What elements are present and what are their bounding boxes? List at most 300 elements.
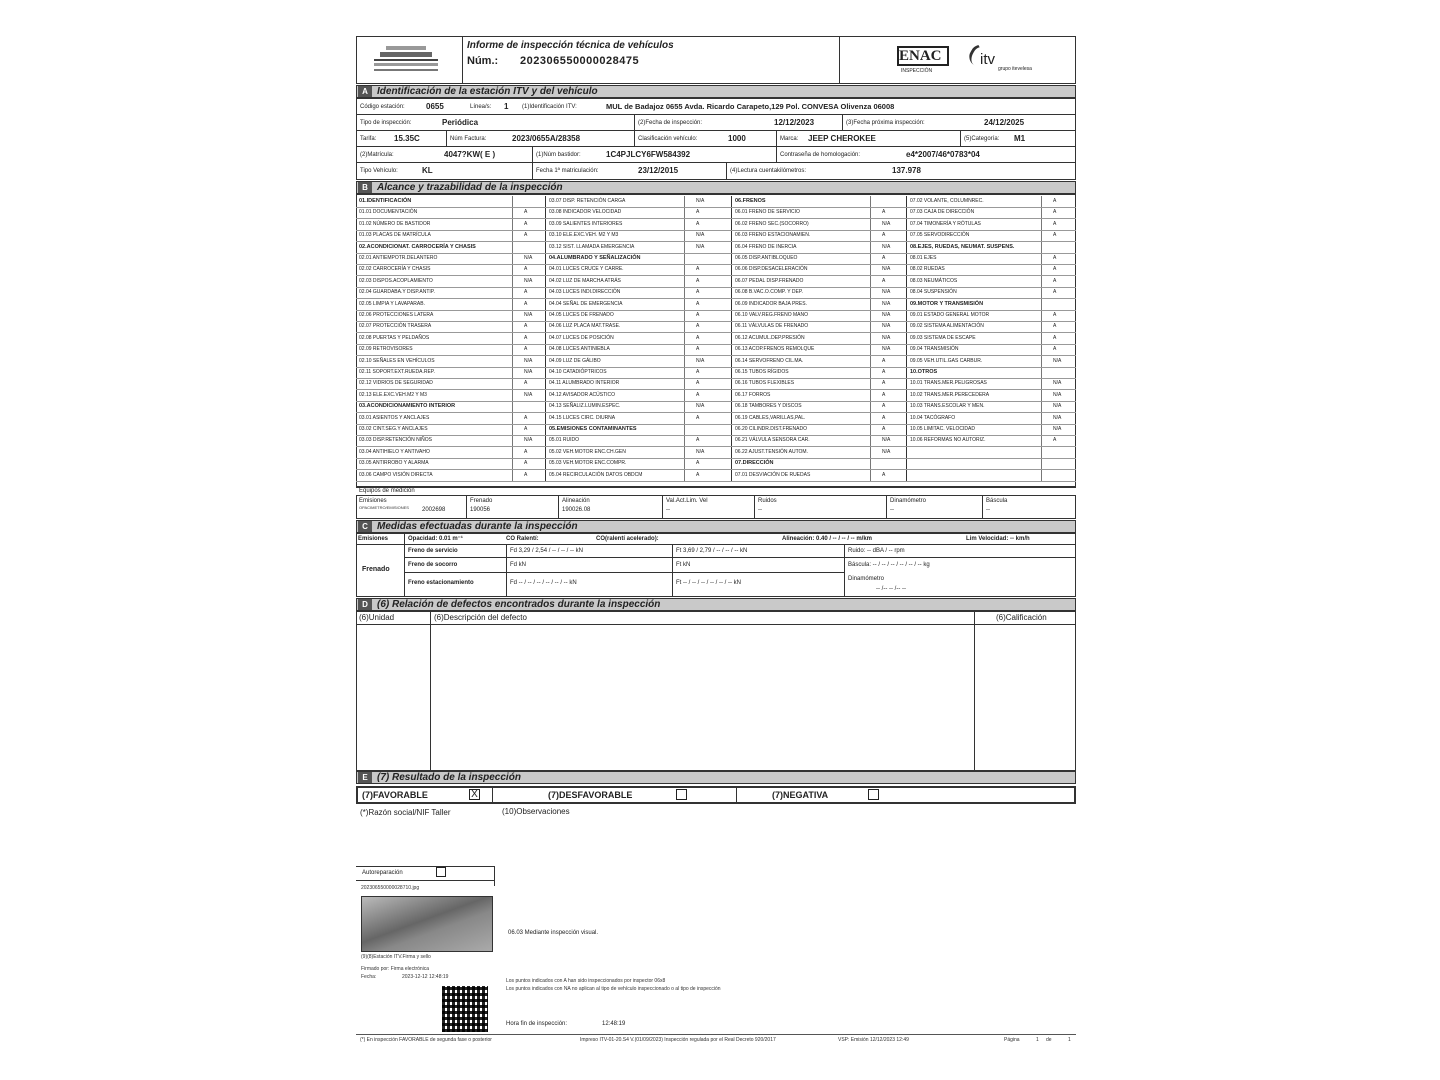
checklist-item-label: 06.18 TAMBORES Y DISCOS: [735, 403, 802, 410]
lim-velocidad-value: Lim Velocidad: -- km/h: [966, 536, 1030, 542]
checklist-row: [546, 276, 732, 288]
fecha-insp-label: (2)Fecha de inspección:: [638, 120, 703, 126]
checklist-row: [907, 242, 1076, 254]
codigo-value: 0655: [426, 102, 444, 111]
observacion-text: 06.03 Mediante inspección visual.: [508, 930, 599, 936]
checklist-item-result: N/A: [696, 357, 705, 364]
checklist-item-label: 05.04 RECIRCULACIÓN DATOS OBDCM: [549, 471, 643, 478]
checklist-row: [546, 310, 732, 322]
checklist-item-result: N/A: [1053, 426, 1062, 432]
checklist-item-label: 07.04 TIMONERÍA Y RÓTULAS: [910, 220, 981, 227]
observaciones-label: (10)Observaciones: [502, 807, 570, 816]
section-a-header: [356, 85, 1076, 98]
bastidor-label: (1)Núm bastidor:: [536, 152, 581, 158]
fecha-matric-value: 23/12/2015: [638, 166, 679, 175]
checklist-row: [732, 321, 907, 333]
freno-socorro-ft: Ft kN: [676, 562, 691, 568]
checklist-row: [356, 435, 546, 447]
checklist-row: [356, 207, 546, 219]
checklist-item-result: N/A: [524, 312, 533, 318]
checklist-row: [356, 401, 546, 413]
checklist-item-result: N/A: [524, 357, 533, 364]
checklist-item-label: 06.15 TUBOS RÍGIDOS: [735, 369, 789, 375]
checklist-item-result: N/A: [882, 323, 891, 330]
checklist-row: [732, 470, 907, 482]
checklist-item-result: A: [882, 357, 886, 364]
checklist-item-result: A: [1053, 334, 1057, 341]
section-c-title: Medidas efectuadas durante la inspección: [377, 521, 578, 532]
checklist-item-result: N/A: [882, 346, 891, 353]
checklist-item-label: 06.16 TUBOS FLEXIBLES: [735, 380, 795, 387]
checklist-item-result: N/A: [524, 255, 533, 261]
checklist-item-label: 10.02 TRANS.MER.PERECEDERA: [910, 391, 990, 398]
section-b-letter: B: [358, 182, 372, 193]
checklist-item-result: N/A: [882, 220, 891, 227]
fecha-insp-value: 12/12/2023: [774, 118, 815, 127]
section-c-letter: C: [358, 521, 372, 532]
checklist-row: [546, 458, 732, 470]
checklist-row: [546, 401, 732, 413]
checklist-row: [907, 253, 1076, 265]
checklist-row: [546, 207, 732, 219]
fecha-prox-label: (3)Fecha próxima inspección:: [846, 120, 925, 126]
equip-alineacion-label: Alineación: [562, 498, 590, 504]
checklist-item-label: 05.01 RUIDO: [549, 437, 580, 444]
checklist-row: [356, 196, 546, 208]
checklist-item-label: 02.ACONDICIONAT. CARROCERÍA Y CHASIS: [359, 243, 476, 250]
checklist-item-label: 10.06 REFORMAS NO AUTORIZ.: [910, 437, 986, 444]
checklist-row: [907, 230, 1076, 242]
checklist-item-result: A: [696, 437, 700, 444]
checklist-row: [907, 287, 1076, 299]
section-d-letter: D: [358, 599, 372, 610]
defects-col-descripcion: (6)Descripción del defecto: [434, 613, 527, 622]
checklist-row: [546, 253, 732, 265]
checklist-row: [907, 435, 1076, 447]
checklist-item-label: 04.02 LUZ DE MARCHA ATRÁS: [549, 277, 621, 284]
checklist-item-result: A: [1053, 346, 1057, 353]
factura-value: 2023/0655A/28358: [512, 134, 581, 143]
checklist-item-result: N/A: [696, 198, 705, 204]
equip-val-label: Val.Act.Lim. Vel: [666, 498, 708, 504]
checklist-row: [732, 390, 907, 402]
footer-page-total: 1: [1068, 1037, 1071, 1043]
fecha-matric-label: Fecha 1ª matriculación:: [536, 168, 599, 174]
checklist-item-label: 07.01 DESVIACIÓN DE RUEDAS: [735, 471, 811, 478]
checklist-item-result: A: [696, 391, 700, 398]
checklist-column-2: [546, 196, 732, 481]
checklist-item-label: 10.05 LIMITAC. VELOCIDAD: [910, 426, 975, 432]
checklist-row: [907, 390, 1076, 402]
checklist-item-result: N/A: [882, 437, 891, 444]
firmado-text: Firmado por: Firma electrónica: [361, 966, 430, 972]
checklist-item-result: A: [882, 209, 886, 216]
equip-emisiones-sub: OPACIMETRO/EMISIONES: [359, 505, 409, 510]
checklist-row: [546, 413, 732, 425]
checklist-row: [356, 321, 546, 333]
result-negativa-label: (7)NEGATIVA: [772, 790, 829, 800]
checklist-row: [356, 299, 546, 311]
tipo-insp-value: Periódica: [442, 118, 479, 127]
freno-estac-fd: Fd -- / -- / -- / -- / -- / -- kN: [510, 580, 577, 586]
checklist-item-label: 04.12 AVISADOR ACÚSTICO: [549, 391, 616, 398]
inspection-report-page: [356, 36, 1076, 1042]
checklist-item-result: A: [524, 460, 528, 467]
checklist-item-result: N/A: [882, 300, 891, 307]
note-inspeccionados: Los puntos indicados con A han sido inspeccionados por inspector 06x8: [506, 978, 666, 984]
checklist-row: [356, 424, 546, 436]
checklist-item-result: A: [524, 232, 528, 239]
checklist-row: [907, 207, 1076, 219]
checklist-item-label: 02.10 SEÑALES EN VEHÍCULOS: [359, 357, 435, 364]
checklist-item-label: 02.11 SOPORT.EXT.RUEDA.REP.: [359, 369, 435, 375]
checklist-item-label: 07.05 SERVODIRECCIÓN: [910, 232, 970, 239]
checklist-item-result: N/A: [882, 266, 891, 273]
checklist-item-label: 08.04 SUSPENSIÓN: [910, 289, 957, 296]
checklist-item-label: 03.10 ELE.EXC.VEH. M2 Y M3: [549, 232, 619, 239]
checklist-item-label: 01.03 PLACAS DE MATRÍCULA: [359, 232, 431, 239]
checklist-row: [732, 458, 907, 470]
cuenta-value: 137.978: [892, 166, 921, 175]
checklist-row: [907, 470, 1076, 482]
checklist-item-label: 01.02 NÚMERO DE BASTIDOR: [359, 220, 431, 227]
checklist-item-label: 09.05 VEH.UTIL.GAS CARBUR.: [910, 357, 983, 364]
enac-logo-subtext: INSPECCIÓN: [901, 68, 933, 74]
defects-table: [356, 611, 1076, 771]
checklist-row: [732, 264, 907, 276]
checklist-row: [907, 447, 1076, 459]
checklist-row: [356, 447, 546, 459]
checklist-item-label: 06.01 FRENO DE SERVICIO: [735, 209, 800, 216]
checklist-row: [732, 230, 907, 242]
checklist-row: [356, 253, 546, 265]
checklist-item-label: 04.13 SEÑALIZ.LUMIN.ESPEC.: [549, 403, 621, 410]
checklist-row: [732, 356, 907, 368]
checklist-row: [356, 264, 546, 276]
checklist-item-label: 03.09 SALIENTES INTERIORES: [549, 220, 623, 227]
footer-emission: VSP: Emisión 12/12/2023 12:49: [838, 1037, 909, 1043]
checklist-row: [907, 219, 1076, 231]
section-a-letter: A: [358, 86, 372, 97]
dinamometro-label: Dinamómetro: [848, 576, 885, 582]
checklist-row: [546, 356, 732, 368]
checklist-item-result: A: [524, 426, 528, 432]
checklist-row: [907, 424, 1076, 436]
equip-dinamometro-value: --: [890, 507, 894, 513]
checklist-item-result: N/A: [524, 369, 533, 375]
checklist-item-result: A: [524, 289, 528, 296]
tarifa-value: 15.35C: [394, 134, 420, 143]
checklist-item-label: 06.FRENOS: [735, 198, 766, 204]
autoreparacion-checkbox: [436, 867, 446, 877]
note-no-aplican: Los puntos indicados con NA no aplican al tipo de vehículo inspeccionado o al tipo de inspección: [506, 986, 721, 992]
checklist-item-label: 02.01 ANTIEMPOTR.DELANTERO: [359, 255, 438, 261]
checklist-item-result: N/A: [882, 334, 891, 341]
result-negativa-checkbox: [868, 789, 879, 800]
photo-filename: 202306550000028710.jpg: [361, 885, 420, 891]
checklist-item-result: A: [696, 369, 700, 375]
checklist-row: [907, 378, 1076, 390]
checklist-item-label: 02.02 CARROCERÍA Y CHASIS: [359, 266, 431, 273]
checklist-item-label: 06.05 DISP.ANTIBLOQUEO: [735, 255, 798, 261]
equip-frenado-label: Frenado: [470, 498, 493, 504]
checklist-item-result: A: [524, 380, 528, 387]
checklist-item-label: 06.06 DISP.DESACELERACIÓN: [735, 266, 808, 273]
checklist-item-label: 02.08 PUERTAS Y PELDAÑOS: [359, 334, 430, 341]
checklist-item-label: 06.12 ACUMUL.DEP.PRESIÓN: [735, 334, 805, 341]
checklist-item-result: A: [524, 334, 528, 341]
checklist-item-result: A: [696, 209, 700, 216]
equip-ruidos-label: Ruidos: [758, 498, 777, 504]
checklist-item-result: A: [1053, 266, 1057, 273]
checklist-row: [732, 276, 907, 288]
checklist-item-result: A: [1053, 277, 1057, 284]
result-desfavorable-checkbox: [676, 789, 687, 800]
checklist-item-result: A: [524, 300, 528, 307]
freno-servicio-ft: Ft 3,69 / 2,79 / -- / -- / -- kN: [676, 548, 748, 554]
checklist-item-label: 08.01 EJES: [910, 255, 937, 261]
section-d-title: (6) Relación de defectos encontrados durante la inspección: [377, 599, 661, 610]
checklist-row: [356, 378, 546, 390]
co-acelerado-value: CO(ralentí acelerado):: [596, 536, 659, 542]
dinamometro-value: -- /-- -- /-- --: [876, 586, 906, 592]
checklist-item-result: A: [1053, 255, 1057, 261]
itv-logo: [966, 42, 1036, 78]
checklist-item-result: A: [1053, 220, 1057, 227]
checklist-item-result: N/A: [696, 243, 705, 250]
clasif-label: Clasificación vehículo:: [638, 136, 698, 142]
checklist-item-label: 01.01 DOCUMENTACIÓN: [359, 209, 418, 216]
defects-col-calificacion: (6)Calificación: [996, 613, 1047, 622]
checklist-item-label: 04.10 CATADIÓPTRICOS: [549, 369, 607, 375]
checklist-item-label: 06.21 VÁLVULA SENSORA CAR.: [735, 437, 810, 444]
checklist-item-result: N/A: [524, 277, 533, 284]
checklist-row: [546, 435, 732, 447]
checklist-item-result: A: [1053, 209, 1057, 216]
checklist-row: [732, 242, 907, 254]
checklist-row: [356, 458, 546, 470]
bascula-value: Báscula: -- / -- / -- / -- / -- / -- kg: [848, 562, 930, 568]
checklist-item-result: A: [882, 380, 886, 387]
checklist-item-result: N/A: [696, 448, 705, 455]
checklist-row: [907, 356, 1076, 368]
freno-estac-ft: Ft -- / -- / -- / -- / -- / -- kN: [676, 580, 741, 586]
checklist-row: [356, 219, 546, 231]
checklist-row: [907, 321, 1076, 333]
checklist-row: [732, 424, 907, 436]
checklist-row: [546, 242, 732, 254]
checklist-item-result: A: [882, 403, 886, 410]
checklist-item-result: A: [524, 323, 528, 330]
checklist-item-result: A: [882, 232, 886, 239]
fecha-firma-label: Fecha:: [361, 974, 377, 980]
codigo-label: Código estación:: [360, 104, 405, 110]
checklist-row: [732, 333, 907, 345]
qr-code: [442, 986, 488, 1032]
categoria-value: M1: [1014, 134, 1026, 143]
checklist-item-label: 05.03 VEH.MOTOR ENC.COMPR.: [549, 460, 627, 467]
checklist-item-label: 03.05 ANTIRROBO Y ALARMA: [359, 460, 429, 467]
equip-alineacion-value: 190026.08: [562, 507, 591, 513]
checklist-item-result: N/A: [1053, 391, 1062, 398]
ruido-value: Ruido: -- dBA / -- rpm: [848, 548, 905, 554]
checklist-item-label: 06.11 VÁLVULAS DE FRENADO: [735, 323, 809, 330]
checklist-item-result: A: [696, 220, 700, 227]
checklist-row: [546, 299, 732, 311]
checklist-row: [907, 413, 1076, 425]
checklist-row: [907, 344, 1076, 356]
section-a-title: Identificación de la estación ITV y del vehículo: [377, 86, 598, 97]
checklist-item-result: A: [1053, 289, 1057, 296]
checklist-row: [546, 264, 732, 276]
checklist-item-result: A: [696, 323, 700, 330]
checklist-row: [356, 470, 546, 482]
checklist-item-label: 09.MOTOR Y TRANSMISIÓN: [910, 300, 984, 307]
section-e-letter: E: [358, 772, 372, 783]
checklist-item-label: 04.11 ALUMBRADO INTERIOR: [549, 380, 620, 387]
checklist-item-result: A: [524, 414, 528, 421]
checklist-row: [732, 378, 907, 390]
checklist-row: [356, 356, 546, 368]
footer-page-label: Página: [1004, 1037, 1020, 1043]
checklist-row: [356, 276, 546, 288]
checklist-item-label: 06.17 FORROS: [735, 391, 771, 398]
checklist-row: [546, 196, 732, 208]
checklist-item-label: 04.15 LUCES CIRC. DIURNA: [549, 414, 616, 421]
checklist-row: [907, 196, 1076, 208]
equipos-label: Equipos de medición: [359, 488, 415, 494]
checklist-item-label: 03.08 INDICADOR VELOCIDAD: [549, 209, 622, 216]
checklist-row: [907, 458, 1076, 470]
freno-servicio-fd: Fd 3,29 / 2,54 / -- / -- / -- kN: [510, 548, 584, 554]
favorable-check-mark: X: [471, 789, 478, 800]
inspection-checklist-grid: [356, 196, 1076, 482]
checklist-item-label: 02.12 VIDRIOS DE SEGURIDAD: [359, 380, 433, 387]
tipo-veh-label: Tipo Vehículo:: [360, 168, 398, 174]
checklist-item-result: A: [696, 266, 700, 273]
checklist-item-label: 01.IDENTIFICACIÓN: [359, 198, 412, 204]
equip-bascula-value: --: [986, 507, 990, 513]
razon-social-label: (*)Razón social/NIF Taller: [360, 808, 451, 817]
section-d-header: [356, 598, 1076, 611]
ministry-logo: [366, 44, 446, 74]
equip-frenado-value: 190056: [470, 507, 491, 513]
checklist-row: [546, 344, 732, 356]
checklist-row: [356, 390, 546, 402]
checklist-item-label: 06.20 CILINDR.DIST.FRENADO: [735, 426, 807, 432]
checklist-item-result: N/A: [882, 448, 891, 455]
checklist-item-result: A: [1053, 232, 1057, 239]
equip-emisiones-label: Emisiones: [359, 498, 387, 504]
linea-label: Línea/s:: [470, 104, 492, 110]
tipo-veh-value: KL: [422, 166, 433, 175]
checklist-item-label: 02.07 PROTECCIÓN TRASERA: [359, 323, 432, 330]
checklist-item-result: A: [1053, 437, 1057, 444]
checklist-item-result: A: [696, 277, 700, 284]
checklist-item-result: A: [882, 426, 886, 432]
checklist-item-label: 03.01 ASIENTOS Y ANCLAJES: [359, 414, 430, 421]
checklist-item-result: A: [524, 346, 528, 353]
checklist-row: [546, 230, 732, 242]
checklist-row: [732, 253, 907, 265]
equip-ruidos-value: --: [758, 507, 762, 513]
checklist-item-result: N/A: [696, 232, 705, 239]
result-desfavorable-label: (7)DESFAVORABLE: [548, 790, 633, 800]
checklist-item-label: 08.03 NEUMÁTICOS: [910, 277, 958, 284]
checklist-row: [732, 299, 907, 311]
checklist-item-label: 07.DIRECCIÓN: [735, 460, 774, 467]
hora-fin-label: Hora fin de inspección:: [506, 1021, 568, 1027]
checklist-item-label: 03.07 DISP. RETENCIÓN CARGA: [549, 198, 626, 204]
checklist-item-label: 04.07 LUCES DE POSICIÓN: [549, 334, 614, 341]
contrasena-label: Contraseña de homologación:: [780, 152, 861, 158]
hora-fin-value: 12:48:19: [602, 1021, 626, 1027]
checklist-item-label: 02.06 PROTECCIONES LATERA: [359, 312, 434, 318]
checklist-row: [732, 447, 907, 459]
checklist-item-result: A: [882, 277, 886, 284]
fecha-firma-value: 2023-12-12 12:48:19: [402, 974, 449, 980]
checklist-item-label: 03.12 SIST. LLAMADA EMERGENCIA: [549, 243, 635, 250]
freno-socorro-fd: Fd kN: [510, 562, 527, 568]
checklist-row: [546, 470, 732, 482]
checklist-row: [907, 333, 1076, 345]
checklist-item-label: 09.03 SISTEMA DE ESCAPE: [910, 334, 976, 341]
checklist-item-label: 02.13 ELE.EXC.VEH.M2 Y M3: [359, 391, 427, 398]
result-favorable-label: (7)FAVORABLE: [362, 790, 428, 800]
report-title: Informe de inspección técnica de vehículos: [467, 40, 674, 51]
checklist-column-3: [732, 196, 907, 481]
cuenta-label: (4)Lectura cuentakilómetros:: [730, 168, 807, 174]
checklist-row: [356, 333, 546, 345]
checklist-item-label: 02.03 DISPOS.ACOPLAMIENTO: [359, 277, 433, 284]
checklist-row: [907, 401, 1076, 413]
checklist-row: [356, 287, 546, 299]
checklist-item-result: A: [1053, 323, 1057, 330]
checklist-item-label: 04.09 LUZ DE GÁLIBO: [549, 357, 601, 364]
checklist-column-1: [356, 196, 546, 481]
checklist-item-result: A: [1053, 312, 1057, 318]
checklist-row: [356, 230, 546, 242]
checklist-row: [732, 413, 907, 425]
checklist-item-label: 06.19 CABLES,VARILLAS,PAL.: [735, 414, 806, 421]
checklist-item-label: 04.01 LUCES CRUCE Y CARRE.: [549, 266, 624, 273]
checklist-item-result: N/A: [524, 437, 533, 444]
checklist-item-result: A: [696, 460, 700, 467]
result-favorable-checkbox: [469, 789, 480, 800]
checklist-item-result: A: [696, 312, 700, 318]
checklist-row: [546, 321, 732, 333]
checklist-item-result: A: [696, 289, 700, 296]
checklist-item-label: 02.09 RETROVISORES: [359, 346, 413, 353]
checklist-item-result: N/A: [1053, 380, 1062, 387]
checklist-item-label: 06.13 ACOP.FRENOS REMOLQUE: [735, 346, 815, 353]
itv-logo-text: itv: [980, 51, 995, 68]
checklist-item-result: N/A: [1053, 357, 1062, 364]
checklist-item-label: 06.03 FRENO ESTACIONAMIEN.: [735, 232, 811, 239]
checklist-item-label: 04.03 LUCES INDI.DIRECCIÓN: [549, 289, 621, 296]
checklist-row: [546, 390, 732, 402]
tarifa-label: Tarifa:: [360, 136, 377, 142]
checklist-item-result: A: [882, 414, 886, 421]
checklist-row: [732, 219, 907, 231]
report-number-label: Núm.:: [467, 55, 499, 67]
equip-dinamometro-label: Dinamómetro: [890, 498, 927, 504]
checklist-item-result: A: [696, 380, 700, 387]
checklist-item-label: 08.EJES, RUEDAS, NEUMAT. SUSPENS.: [910, 243, 1015, 250]
checklist-item-result: A: [882, 255, 886, 261]
checklist-row: [907, 299, 1076, 311]
checklist-row: [546, 287, 732, 299]
